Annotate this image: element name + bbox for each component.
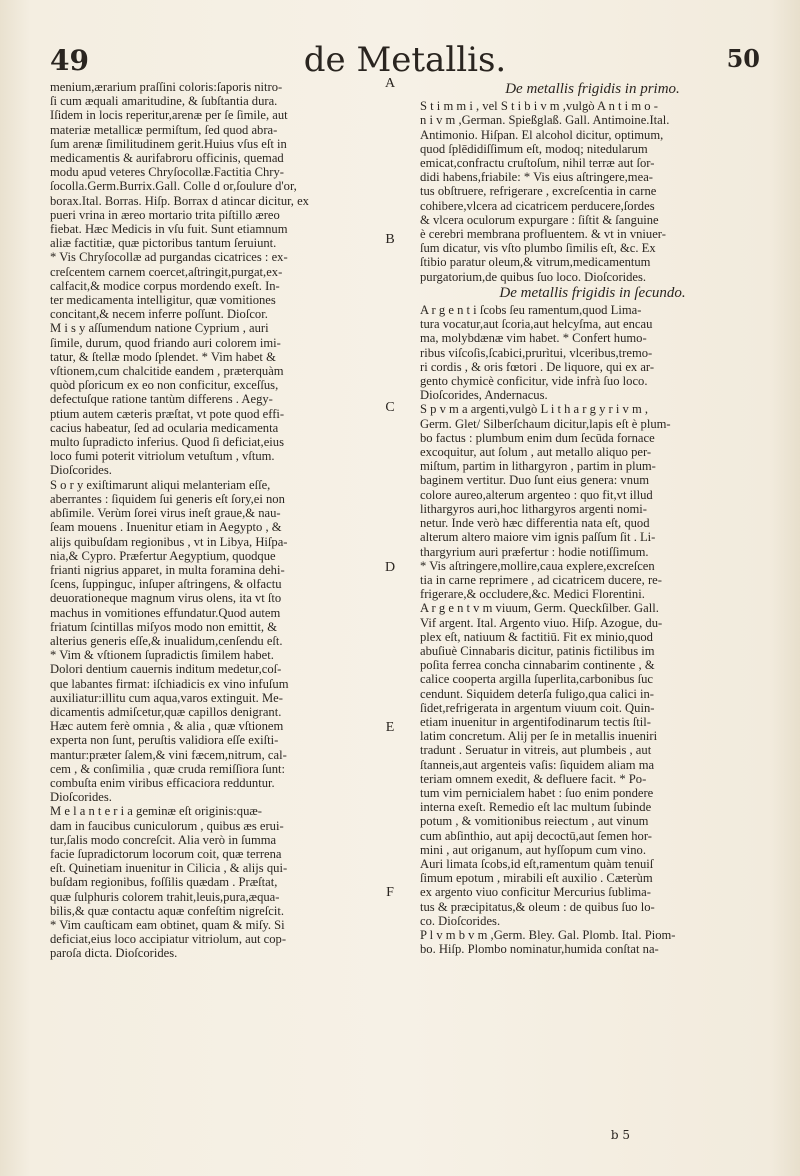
text-line: miſtum, partim in lithargyron , partim in plum- xyxy=(420,459,656,474)
text-line: mini , aut origanum, aut hyſſopum cum vino. xyxy=(420,842,646,857)
text-line: M i s y aſſumendum natione Cyprium , auri xyxy=(50,321,269,336)
text-line: ſi cum æquali amaritudine, & ſubſtantia dura. xyxy=(50,94,278,109)
text-line: fiebat. Hæc Medicis in vſu fuit. Sunt etiamnum xyxy=(50,222,288,237)
text-line: menium,ærarium praſſini coloris:ſaporis nitro- xyxy=(50,80,283,94)
text-line: creſcentem carnem coercet,aſtringit,purgat,ex- xyxy=(50,264,283,279)
text-line: dam in faucibus cuniculorum , quibus æs erui- xyxy=(50,818,284,833)
text-line: didi habens,friabile: * Vis eius aſtringere,mea- xyxy=(420,170,653,185)
text-line: buſdam regionibus, foſſilis quædam . Præſtat, xyxy=(50,875,278,890)
text-line: A r g e n t i ſcobs ſeu ramentum,quod Lima- xyxy=(420,303,642,318)
text-line: borax.Ital. Borras. Hiſp. Borrax d atincar dicitur, ex xyxy=(50,193,309,208)
text-line: excoquitur, aut ſolum , aut metallo aliquo per- xyxy=(420,445,652,460)
stimmi-paragraph xyxy=(420,99,765,284)
text-line: ſtanneis,aut argenteis vaſis: ſiquidem aliam ma xyxy=(420,757,655,772)
text-line: purgatorium,de quibus ſuo loco. Dioſcorides. xyxy=(420,269,647,284)
text-line: * Vis aſtringere,mollire,caua explere,excreſcen xyxy=(420,558,655,573)
text-line: Dioſcorides, Andernacus. xyxy=(420,388,548,403)
page-number-right: 50 xyxy=(726,44,760,73)
text-line: cum abſinthio, aut apij decoctū,aut ſemen hor- xyxy=(420,828,652,843)
text-line: experta non ſunt, peruſtis validiora eſſe exiſti- xyxy=(50,733,279,748)
text-line: ſimile, durum, quod friando auri colorem imi- xyxy=(50,335,281,350)
page-number-left: 49 xyxy=(50,44,89,77)
text-line: netur. Inde verò hæc differentia nata eſt, quod xyxy=(420,516,650,531)
text-line: combuſta enim viribus efficaciora redduntur. xyxy=(50,775,275,790)
text-line: bilis,& quæ contactu aquæ confeſtim nigreſcit. xyxy=(50,903,284,918)
text-line: alterum altero maiore vim ignis paſſum ſit . Li- xyxy=(420,530,656,545)
text-line: deuorationeque magnum virus olens, ita vt ſto xyxy=(50,591,282,606)
text-line: potum , & vomitionibus reiectum , aut vinum xyxy=(420,814,649,829)
text-line: ſum arenæ ſimilitudinem gerit.Huius vſus eſt in xyxy=(50,136,287,151)
text-line: cohibere,vlcera ad cicatricem perducere,ſordes xyxy=(420,198,655,213)
text-line: A r g e n t v m viuum, Germ. Queckſilber. Gall. xyxy=(420,601,659,616)
text-line: cendunt. Siquidem deterſa fuligo,qua calici in- xyxy=(420,686,654,701)
text-line: tatur, & ſtellæ modo ſplendet. * Vim habet & xyxy=(50,349,276,364)
text-line: friatum ſcintillas miſyos modo non emittit, & xyxy=(50,619,278,634)
text-line: ſidet,refrigerata in argentum viuum coit. Quin- xyxy=(420,700,655,715)
margin-letter-d: D xyxy=(384,560,396,575)
text-line: tus obſtruere, refrigerare , excreſcentia in carne xyxy=(420,184,657,199)
text-line: * Vim & vſtionem ſupradictis ſimilem habet. xyxy=(50,648,274,663)
text-line: tia in carne reprimere , ad cicatricem ducere, re- xyxy=(420,572,662,587)
text-line: calfacit,& modice corpus mordendo exeſt. In- xyxy=(50,278,280,293)
margin-letter-c: C xyxy=(385,400,395,415)
text-line: tum vim pernicialem habet : ſuo enim pondere xyxy=(420,785,654,800)
text-line: ſum dicatur, vis vſto plumbo ſimilis eſt, &c. Ex xyxy=(420,241,656,256)
text-line: frigerare,& occludere,&c. Medici Florentini. xyxy=(420,587,645,602)
section-heading-primo: De metallis frigidis in primo. xyxy=(505,81,680,97)
text-line: ſocolla.Germ.Burrix.Gall. Colle d or,ſoulure d'or, xyxy=(50,179,297,194)
text-line: multo ſupradicto inferius. Quod ſi deficiat,eius xyxy=(50,435,284,450)
margin-letter-a: A xyxy=(384,76,396,91)
text-line: Hæc autem ferè omnia , & alia , quæ vſtionem xyxy=(50,719,284,734)
margin-letter-e: E xyxy=(385,720,395,735)
text-line: nia,& Cypro. Præfertur Aegyptium, quodque xyxy=(50,548,276,563)
text-line: M e l a n t e r i a geminæ eſt originis:quæ- xyxy=(50,804,262,819)
signature-mark: b 5 xyxy=(610,1128,630,1142)
text-line: dicamentis admiſcetur,quæ capillos denigrant. xyxy=(50,704,282,719)
text-line: colore aureo,alterum argenteo : quo fit,vt illud xyxy=(420,487,653,502)
text-line: è cerebri membrana profluentem. & vt in vniuer- xyxy=(420,227,666,242)
text-line: facie ſupradictorum locorum coit, quæ terrena xyxy=(50,846,282,861)
text-line: co. Dioſcorides. xyxy=(420,913,501,928)
text-line: modu apud veteres Chryſocollæ.Factitia Chry- xyxy=(50,165,284,180)
text-line: teriam omnem exedit, & defluere facit. * Po- xyxy=(420,771,647,786)
text-line: quæ ſulphuris colorem trahit,leuis,pura,æqua- xyxy=(50,889,280,904)
text-line: quod ſplēdidiſſimum eſt, modoq; nitedularum xyxy=(420,141,648,156)
text-line: ſimum epotum , mirabili eſt auxilio . Cæterùm xyxy=(420,871,653,886)
text-line: S t i m m i , vel S t i b i v m ,vulgò A n t i m o - xyxy=(420,99,658,114)
text-line: gento chymicè conficitur, vide infrà ſuo loco. xyxy=(420,374,648,389)
text-line: concitant,& necem inferre poſſunt. Dioſcor. xyxy=(50,307,268,322)
text-line: tur,ſalis modo concreſcit. Alia verò in ſumma xyxy=(50,832,277,847)
text-line: * Vis Chryſocollæ ad purgandas cicatrices : ex- xyxy=(50,250,288,265)
text-line: abſimile. Verùm ſorei virus ineſt graue,& nau- xyxy=(50,506,281,521)
text-line: interna exeſt. Remedio eſt lac multum ſubinde xyxy=(420,800,652,815)
text-line: ſtibio paratur oleum,& vitrum,medicamentum xyxy=(420,255,651,270)
text-line: thargyrium auri præfertur : hodie notiſſimum. xyxy=(420,544,649,559)
text-line: Germ. Glet/ Silberſchaum dicitur,lapis eſt è plum- xyxy=(420,416,671,431)
text-line: poſita ferrea concha cinnabarim continente , & xyxy=(420,658,655,673)
text-line: * Vim cauſticam eam obtinet, quam & miſy. Si xyxy=(50,917,285,932)
text-line: emicat,confractu cruſtoſum, nihil terræ aut ſor- xyxy=(420,156,655,171)
text-line: baginem vertitur. Duo ſunt eius genera: vnum xyxy=(420,473,650,488)
text-line: Vif argent. Ital. Argento viuo. Hiſp. Azogue, du- xyxy=(420,615,663,630)
page-header xyxy=(50,40,760,80)
text-line: aberrantes : ſiquidem ſui generis eſt ſory,ei non xyxy=(50,491,285,506)
text-line: loco fumi poterit vitriolum vetuſtum , vſtum. xyxy=(50,449,275,464)
text-line: aliæ factitiæ, quæ pictoribus tantum ſeruiunt. xyxy=(50,236,277,251)
text-line: cacius habeatur, ſed ad ocularia medicamenta xyxy=(50,420,279,435)
text-line: frianti nigrius apparet, in multa foramina dehi- xyxy=(50,562,285,577)
text-line: ter medicamenta intelligitur, quæ vomitiones xyxy=(50,293,276,308)
text-line: ptium autem cæteris præſtat, vt pote quod effi- xyxy=(50,406,285,421)
text-line: quòd pſoricum ex eo non conficitur, exceſſus, xyxy=(50,378,279,393)
text-line: Dioſcorides. xyxy=(50,790,112,805)
text-line: Auri limata ſcobs,id eſt,ramentum quàm tenuiſ xyxy=(420,856,654,871)
text-line: & vlcera oculorum expurgare : ſiſtit & ſanguine xyxy=(420,212,659,227)
text-line: Dioſcorides. xyxy=(50,463,112,478)
text-line: materiæ metallicæ permiſtum, ſed quod abra- xyxy=(50,122,278,137)
text-line: alijs quibuſdam regionibus , vt in Libya, Hiſpa- xyxy=(50,534,288,549)
text-line: ſeam mouens . Inuenitur etiam in Aegypto , & xyxy=(50,520,282,535)
text-line: abuſiuè Cinnabaris dicitur, patinis fictilibus im xyxy=(420,643,655,658)
text-line: pueri vrina in æreo mortario trita piſtillo æreo xyxy=(50,207,280,222)
text-line: defectuſque ratione tantùm differens . Aegy- xyxy=(50,392,273,407)
text-line: auxiliatur:illitu cum aqua,varos extinguit. Me- xyxy=(50,690,283,705)
text-line: ex argento viuo conficitur Mercurius ſublima- xyxy=(420,885,651,900)
text-line: eſt. Quinetiam inuenitur in Cilicia , & alijs qui- xyxy=(50,861,288,876)
page-title: de Metallis. xyxy=(303,40,507,80)
margin-letter-f: F xyxy=(386,885,394,900)
text-line: alterius generis eſſe,& inualidum,cenſendu eſt. xyxy=(50,633,283,648)
text-line: tradunt . Seruatur in vitreis, aut plumbeis , aut xyxy=(420,743,652,758)
text-line: Dolori dentium cauernis inditum medetur,coſ- xyxy=(50,662,282,677)
text-line: bo. Hiſp. Plombo nominatur,humida conſtat na- xyxy=(420,942,659,957)
text-line: Iſidem in locis reperitur,arenæ per ſe ſimile, aut xyxy=(50,108,288,123)
text-line: cem , & conſimilia , quæ cruda remiſſiora ſunt: xyxy=(50,761,286,776)
margin-letter-b: B xyxy=(385,232,395,247)
text-line: mantur:præter ſalem,& vini fæcem,nitrum, cal- xyxy=(50,747,287,762)
right-column xyxy=(420,80,765,956)
text-line: ri cordis , & oris fœtori . De liquore, qui ex ar- xyxy=(420,359,655,374)
text-line: Antimonio. Hiſpan. El alcohol dicitur, optimum, xyxy=(420,127,664,142)
text-line: S p v m a argenti,vulgò L i t h a r g y r i v m , xyxy=(420,402,649,417)
text-line: P l v m b v m ,Germ. Bley. Gal. Plomb. Ital. Piom- xyxy=(420,927,676,942)
text-line: vſtionem,cum chalcitide eandem , præterquàm xyxy=(50,364,284,379)
text-line: paroſa dicta. Dioſcorides. xyxy=(50,946,178,961)
text-line: ribus viſcoſis,ſcabici,prurìtui, vlceribus,tremo- xyxy=(420,345,653,360)
text-line: tus & præcipitatus,& oleum : de quibus ſuo lo- xyxy=(420,899,655,914)
text-line: plex eſt, natiuum & factitiū. Fit ex minio,quod xyxy=(420,629,653,644)
text-line: ſcens, ſuppinguc, inſuper aſtringens, & olfactu xyxy=(50,577,282,592)
text-line: lithargyros auri,hoc lithargyros argenti nomi- xyxy=(420,501,647,516)
argentum-paragraphs xyxy=(420,303,765,956)
text-line: ma, molybdænæ vim habet. * Confert humo- xyxy=(420,331,647,346)
section-heading-secundo: De metallis frigidis in ſecundo. xyxy=(499,284,686,301)
text-line: tura vocatur,aut ſcoria,aut helcyſma, aut encau xyxy=(420,317,653,332)
text-line: medicamentis & aurifabroru officinis, quemad xyxy=(50,151,284,166)
text-line: bo factus : plumbum enim dum ſecūda fornace xyxy=(420,430,655,445)
text-line: que labantes firmat: iſchiadicis ex vino infuſum xyxy=(50,676,289,691)
text-line: calice cooperta argilla ſuperlita,carbonibus ſuc xyxy=(420,672,653,687)
left-column xyxy=(50,80,395,961)
text-line: machus in vomitiones effundatur.Quod autem xyxy=(50,605,281,620)
text-line: n i v m ,German. Spießglaß. Gall. Antimoine.Ital. xyxy=(420,113,670,128)
text-line: etiam inuenitur in argentifodinarum tectis ſtil- xyxy=(420,714,651,729)
text-line: latim concretum. Alij per ſe in metallis inueniri xyxy=(420,729,658,744)
text-line: S o r y exiſtimarunt aliqui melanteriam eſſe, xyxy=(50,477,271,492)
text-line: deficiat,eius loco accipiatur vitriolum, aut cop- xyxy=(50,932,287,947)
